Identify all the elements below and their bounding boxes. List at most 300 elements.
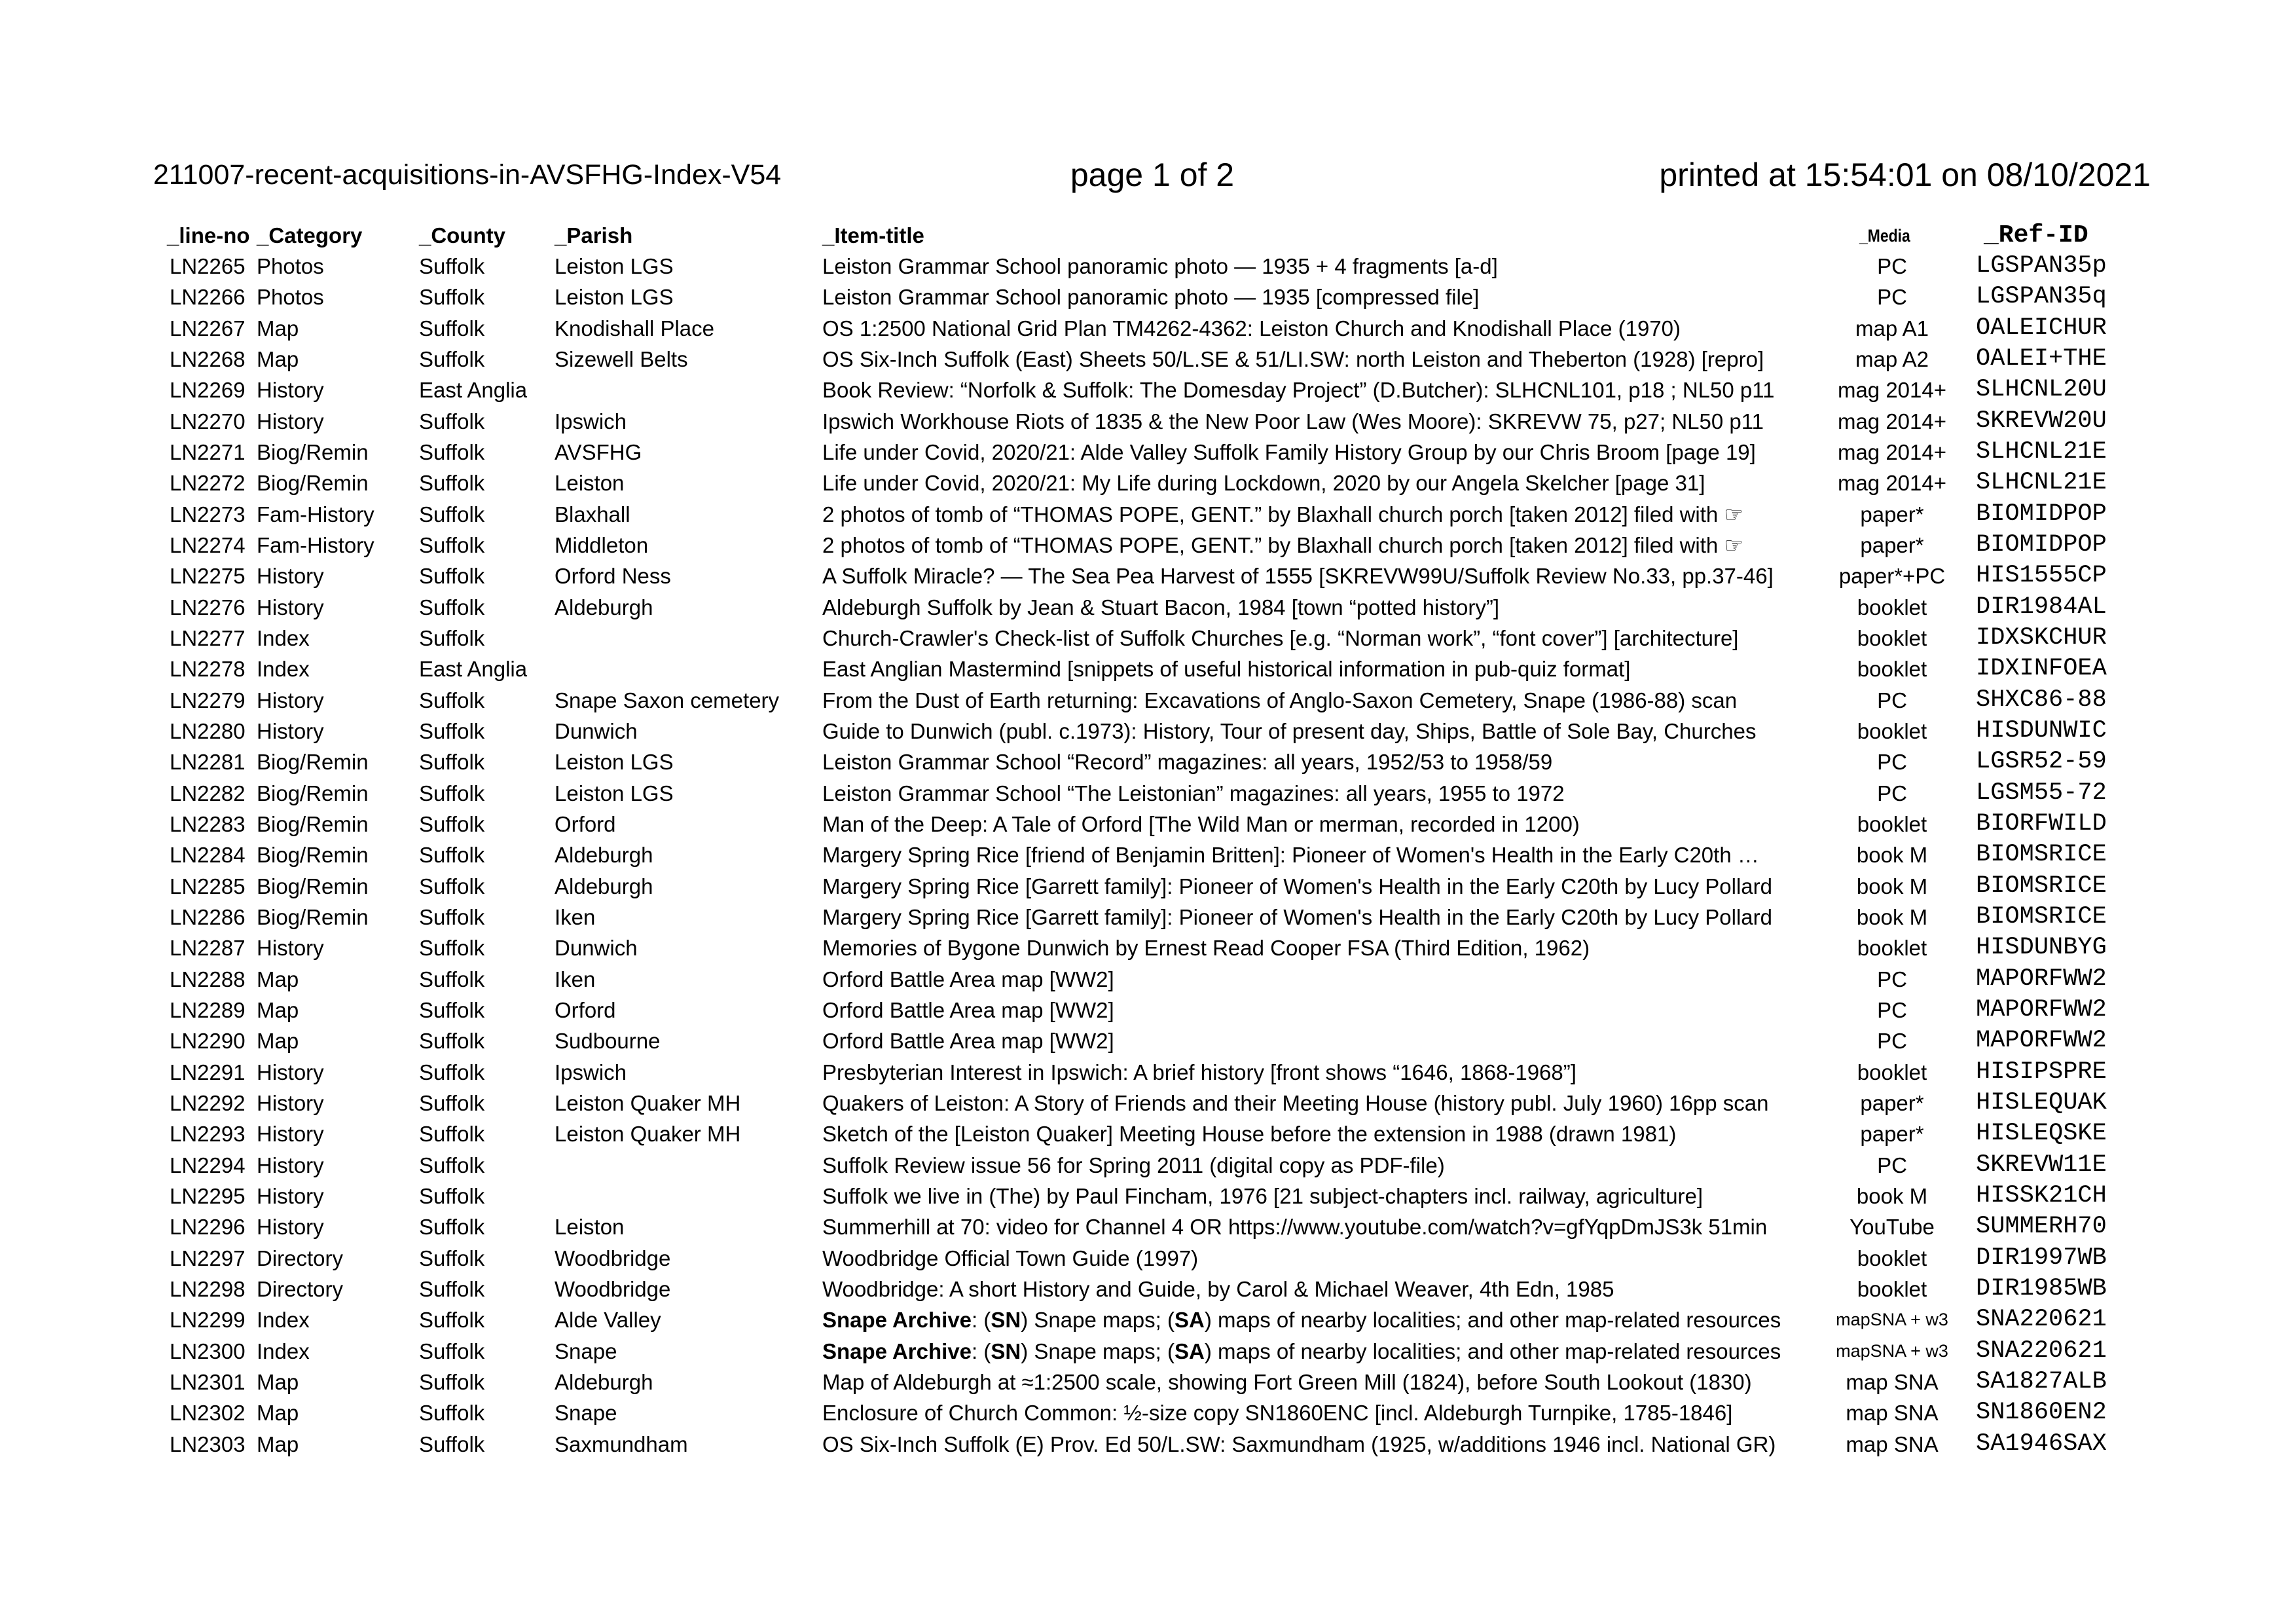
item-title: Suffolk Review issue 56 for Spring 2011 (digital copy as PDF-file) (822, 1153, 1445, 1177)
category: History (257, 1060, 324, 1084)
table-row (0, 902, 2296, 932)
table-row (0, 313, 2296, 344)
item-title: Orford Battle Area map [WW2] (822, 1029, 1114, 1054)
media-type: PC (1877, 285, 1907, 310)
table-row (0, 871, 2296, 902)
media-type: paper* (1860, 1122, 1924, 1147)
county: Suffolk (419, 502, 485, 526)
table-row (0, 840, 2296, 870)
table-row (0, 654, 2296, 684)
line-number: LN2298 (170, 1276, 246, 1301)
category: Map (257, 1401, 299, 1426)
county: Suffolk (419, 471, 485, 496)
table-row (0, 1274, 2296, 1304)
ref-id: BIORFWILD (1976, 809, 2107, 838)
table-row (0, 1367, 2296, 1397)
ref-id: LGSM55-72 (1976, 779, 2107, 807)
parish: Leiston LGS (555, 750, 674, 775)
line-number: LN2286 (170, 904, 246, 929)
col-header-item-title: _Item-title (822, 223, 924, 248)
item-title: Presbyterian Interest in Ipswich: A brief history [front shows “1646, 1868-1968”] (822, 1060, 1576, 1084)
table-row (0, 375, 2296, 405)
item-title: Book Review: “Norfolk & Suffolk: The Domesday Project” (D.Butcher): SLHCNL101, p18 ; NL50 p11 (822, 378, 1775, 403)
line-number: LN2292 (170, 1090, 246, 1115)
county: Suffolk (419, 967, 485, 991)
category: History (257, 1090, 324, 1115)
parish: Knodishall Place (555, 316, 714, 341)
parish: Orford (555, 997, 616, 1022)
media-type: mapSNA + w3 (1836, 1340, 1948, 1361)
item-title-part: SA (1175, 1308, 1205, 1333)
ref-id: DIR1984AL (1976, 593, 2107, 621)
media-type: paper*+PC (1838, 564, 1946, 589)
item-title: Map of Aldeburgh at ≈1:2500 scale, showing Fort Green Mill (1824), before South Lookout (1830) (822, 1369, 1752, 1394)
item-title: A Suffolk Miracle? — The Sea Pea Harvest of 1555 [SKREVW99U/Suffolk Review No.33, pp.37-46] (822, 564, 1774, 589)
table-row (0, 499, 2296, 530)
media-type: booklet (1857, 595, 1927, 619)
ref-id: OALEI+THE (1976, 344, 2107, 373)
item-title-part: ) Snape maps; ( (1021, 1308, 1175, 1333)
ref-id: HISIPSPRE (1976, 1058, 2107, 1086)
col-header-media: _Media (1859, 226, 1910, 246)
ref-id: SA1946SAX (1976, 1430, 2107, 1458)
item-title: Leiston Grammar School panoramic photo — 1935 [compressed file] (822, 285, 1480, 310)
ref-id: SKREVW20U (1976, 407, 2107, 435)
table-row (0, 1211, 2296, 1242)
table-row (0, 747, 2296, 777)
table-row (0, 623, 2296, 654)
line-number: LN2299 (170, 1308, 246, 1333)
table-row (0, 685, 2296, 716)
ref-id: SUMMERH70 (1976, 1213, 2107, 1241)
ref-id: IDXSKCHUR (1976, 623, 2107, 652)
county: Suffolk (419, 1246, 485, 1270)
county: Suffolk (419, 718, 485, 743)
category: Map (257, 346, 299, 371)
county: Suffolk (419, 285, 485, 310)
county: Suffolk (419, 532, 485, 557)
line-number: LN2291 (170, 1060, 246, 1084)
category: History (257, 564, 324, 589)
media-type: PC (1877, 1153, 1907, 1177)
county: Suffolk (419, 1122, 485, 1147)
line-number: LN2294 (170, 1153, 246, 1177)
category: History (257, 378, 324, 403)
media-type: paper* (1860, 532, 1924, 557)
category: History (257, 1153, 324, 1177)
line-number: LN2272 (170, 471, 246, 496)
media-type: booklet (1857, 1060, 1927, 1084)
parish: Blaxhall (555, 502, 630, 526)
category: Map (257, 1431, 299, 1456)
line-number: LN2265 (170, 254, 246, 278)
media-type: book M (1856, 843, 1928, 868)
category: Index (257, 1308, 310, 1333)
item-title-part: ) maps of nearby localities; and other map-related resources (1204, 1338, 1781, 1363)
ref-id: BIOMSRICE (1976, 902, 2107, 931)
item-title: Margery Spring Rice [Garrett family]: Pioneer of Women's Health in the Early C20th by Lucy Pollard (822, 874, 1772, 898)
media-type: mag 2014+ (1837, 471, 1947, 496)
parish: Leiston LGS (555, 285, 674, 310)
table-row (0, 251, 2296, 282)
category: History (257, 1122, 324, 1147)
county: Suffolk (419, 1029, 485, 1054)
item-title: Summerhill at 70: video for Channel 4 OR https://www.youtube.com/watch?v=gfYqpDmJS3k 51min (822, 1215, 1768, 1240)
media-type: map SNA (1846, 1401, 1939, 1426)
line-number: LN2270 (170, 409, 246, 434)
line-number: LN2279 (170, 688, 246, 712)
line-number: LN2301 (170, 1369, 246, 1394)
media-type: booklet (1857, 811, 1927, 836)
col-header-line-no: _line-no (167, 223, 250, 248)
item-title: Aldeburgh Suffolk by Jean & Stuart Bacon, 1984 [town “potted history”] (822, 595, 1500, 619)
item-title: Sketch of the [Leiston Quaker] Meeting House before the extension in 1988 (drawn 1981) (822, 1122, 1677, 1147)
county: East Anglia (419, 657, 528, 682)
media-type: book M (1856, 904, 1928, 929)
county: Suffolk (419, 1308, 485, 1333)
county: Suffolk (419, 1060, 485, 1084)
parish: Aldeburgh (555, 595, 653, 619)
category: Biog/Remin (257, 471, 369, 496)
table-row (0, 1150, 2296, 1181)
document-filename: 211007-recent-acquisitions-in-AVSFHG-Index-V54 (153, 159, 782, 191)
ref-id: BIOMIDPOP (1976, 500, 2107, 528)
table-row (0, 716, 2296, 747)
item-title (822, 1304, 1811, 1335)
parish: Aldeburgh (555, 1369, 653, 1394)
county: Suffolk (419, 564, 485, 589)
parish: Middleton (555, 532, 649, 557)
ref-id: HISLEQUAK (1976, 1088, 2107, 1116)
table-row (0, 1088, 2296, 1118)
parish: Leiston LGS (555, 254, 674, 278)
item-title: From the Dust of Earth returning: Excavations of Anglo-Saxon Cemetery, Snape (1986-88) scan (822, 688, 1738, 712)
line-number: LN2297 (170, 1246, 246, 1270)
category: History (257, 688, 324, 712)
table-row (0, 468, 2296, 498)
county: Suffolk (419, 750, 485, 775)
ref-id: LGSPAN35p (1976, 252, 2107, 280)
parish: AVSFHG (555, 439, 642, 464)
media-type: booklet (1857, 657, 1927, 682)
ref-id: OALEICHUR (1976, 314, 2107, 342)
ref-id: MAPORFWW2 (1976, 965, 2107, 993)
media-type: book M (1856, 1183, 1928, 1208)
parish: Snape Saxon cemetery (555, 688, 780, 712)
item-title: Suffolk we live in (The) by Paul Fincham, 1976 [21 subject-chapters incl. railway, agriculture] (822, 1183, 1704, 1208)
county: Suffolk (419, 1369, 485, 1394)
media-type: PC (1877, 688, 1907, 712)
line-number: LN2282 (170, 781, 246, 805)
parish: Alde Valley (555, 1308, 661, 1333)
parish: Sudbourne (555, 1029, 661, 1054)
page-number: page 1 of 2 (1070, 157, 1235, 193)
media-type: booklet (1857, 718, 1927, 743)
line-number: LN2267 (170, 316, 246, 341)
ref-id: BIOMIDPOP (1976, 530, 2107, 559)
item-title: Life under Covid, 2020/21: Alde Valley Suffolk Family History Group by our Chris Broom [page 19] (822, 439, 1756, 464)
line-number: LN2281 (170, 750, 246, 775)
line-number: LN2276 (170, 595, 246, 619)
county: Suffolk (419, 346, 485, 371)
item-title: Memories of Bygone Dunwich by Ernest Read Cooper FSA (Third Edition, 1962) (822, 936, 1590, 961)
line-number: LN2285 (170, 874, 246, 898)
county: Suffolk (419, 997, 485, 1022)
parish: Leiston LGS (555, 781, 674, 805)
line-number: LN2289 (170, 997, 246, 1022)
line-number: LN2296 (170, 1215, 246, 1240)
county: Suffolk (419, 254, 485, 278)
ref-id: SNA220621 (1976, 1337, 2107, 1365)
media-type: book M (1856, 874, 1928, 898)
media-type: mapSNA + w3 (1836, 1310, 1948, 1330)
category: Photos (257, 285, 324, 310)
parish: Ipswich (555, 409, 627, 434)
category: Directory (257, 1246, 344, 1270)
category: Map (257, 316, 299, 341)
item-title-part: SN (991, 1308, 1021, 1333)
parish: Aldeburgh (555, 843, 653, 868)
county: Suffolk (419, 843, 485, 868)
table-row (0, 778, 2296, 809)
category: Map (257, 1029, 299, 1054)
ref-id: SKREVW11E (1976, 1151, 2107, 1179)
parish: Orford Ness (555, 564, 671, 589)
item-title: Enclosure of Church Common: ½-size copy SN1860ENC [incl. Aldeburgh Turnpike, 1785-1846] (822, 1401, 1733, 1426)
item-title: Church-Crawler's Check-list of Suffolk Churches [e.g. “Norman work”, “font cover”] [architecture] (822, 625, 1739, 650)
county: Suffolk (419, 1276, 485, 1301)
item-title: OS 1:2500 National Grid Plan TM4262-4362: Leiston Church and Knodishall Place (1970) (822, 316, 1681, 341)
line-number: LN2274 (170, 532, 246, 557)
media-type: map A1 (1855, 316, 1929, 341)
table-row (0, 437, 2296, 468)
line-number: LN2280 (170, 718, 246, 743)
item-title: Woodbridge Official Town Guide (1997) (822, 1246, 1199, 1270)
table-row (0, 1025, 2296, 1056)
ref-id: HIS1555CP (1976, 562, 2107, 590)
item-title-part: : ( (972, 1338, 991, 1363)
media-type: PC (1877, 254, 1907, 278)
category: Biog/Remin (257, 439, 369, 464)
category: Fam-History (257, 502, 374, 526)
item-title-part: Snape Archive (822, 1338, 972, 1363)
item-title: East Anglian Mastermind [snippets of useful historical information in pub-quiz format] (822, 657, 1631, 682)
category: Photos (257, 254, 324, 278)
line-number: LN2283 (170, 811, 246, 836)
county: Suffolk (419, 874, 485, 898)
media-type: PC (1877, 997, 1907, 1022)
media-type: booklet (1857, 625, 1927, 650)
media-type: PC (1877, 781, 1907, 805)
item-title: Orford Battle Area map [WW2] (822, 997, 1114, 1022)
ref-id: DIR1997WB (1976, 1244, 2107, 1272)
table-row (0, 561, 2296, 591)
county: Suffolk (419, 811, 485, 836)
parish: Sizewell Belts (555, 346, 688, 371)
table-row (0, 344, 2296, 375)
table-row (0, 592, 2296, 623)
county: Suffolk (419, 904, 485, 929)
category: Biog/Remin (257, 781, 369, 805)
category: Biog/Remin (257, 904, 369, 929)
parish: Leiston (555, 471, 625, 496)
category: Index (257, 1338, 310, 1363)
item-title-part: SN (991, 1338, 1021, 1363)
table-row (0, 1429, 2296, 1460)
col-header-ref-id: _Ref-ID (1984, 221, 2088, 249)
item-title: Ipswich Workhouse Riots of 1835 & the New Poor Law (Wes Moore): SKREVW 75, p27; NL50 p11 (822, 409, 1764, 434)
parish: Woodbridge (555, 1276, 671, 1301)
parish: Woodbridge (555, 1246, 671, 1270)
category: Index (257, 657, 310, 682)
item-title: Quakers of Leiston: A Story of Friends and their Meeting House (history publ. July 1960) 16pp scan (822, 1090, 1769, 1115)
category: History (257, 1215, 324, 1240)
media-type: YouTube (1850, 1215, 1935, 1240)
county: Suffolk (419, 1431, 485, 1456)
line-number: LN2275 (170, 564, 246, 589)
parish: Leiston (555, 1215, 625, 1240)
line-number: LN2287 (170, 936, 246, 961)
table-row (0, 809, 2296, 840)
item-title: Man of the Deep: A Tale of Orford [The Wild Man or merman, recorded in 1200) (822, 811, 1580, 836)
parish: Iken (555, 967, 596, 991)
category: Fam-History (257, 532, 374, 557)
media-type: booklet (1857, 1276, 1927, 1301)
col-header-parish: _Parish (555, 223, 633, 248)
item-title-part: : ( (972, 1308, 991, 1333)
category: Biog/Remin (257, 750, 369, 775)
line-number: LN2288 (170, 967, 246, 991)
county: Suffolk (419, 625, 485, 650)
category: Index (257, 625, 310, 650)
print-timestamp: printed at 15:54:01 on 08/10/2021 (1659, 157, 2151, 193)
category: Biog/Remin (257, 843, 369, 868)
ref-id: SLHCNL21E (1976, 437, 2107, 466)
ref-id: DIR1985WB (1976, 1274, 2107, 1302)
item-title: OS Six-Inch Suffolk (East) Sheets 50/L.SE & 51/LI.SW: north Leiston and Theberton (1928) [repro] (822, 346, 1764, 371)
media-type: mag 2014+ (1837, 439, 1947, 464)
item-title: Guide to Dunwich (publ. c.1973): History, Tour of present day, Ships, Battle of Sole Bay, Churches (822, 718, 1757, 743)
category: History (257, 718, 324, 743)
county: Suffolk (419, 409, 485, 434)
table-row (0, 406, 2296, 437)
line-number: LN2277 (170, 625, 246, 650)
media-type: PC (1877, 750, 1907, 775)
line-number: LN2300 (170, 1338, 246, 1363)
parish: Snape (555, 1338, 617, 1363)
parish: Dunwich (555, 936, 638, 961)
line-number: LN2302 (170, 1401, 246, 1426)
item-title-part: Snape Archive (822, 1308, 972, 1333)
table-row (0, 282, 2296, 312)
ref-id: HISSK21CH (1976, 1181, 2107, 1209)
line-number: LN2284 (170, 843, 246, 868)
table-row (0, 1118, 2296, 1149)
item-title: Margery Spring Rice [friend of Benjamin Britten]: Pioneer of Women's Health in the Early C20th … (822, 843, 1759, 868)
item-title: Margery Spring Rice [Garrett family]: Pioneer of Women's Health in the Early C20th by Lucy Pollard (822, 904, 1772, 929)
media-type: map SNA (1846, 1369, 1939, 1394)
county: Suffolk (419, 316, 485, 341)
ref-id: MAPORFWW2 (1976, 1027, 2107, 1055)
line-number: LN2268 (170, 346, 246, 371)
parish: Iken (555, 904, 596, 929)
category: History (257, 595, 324, 619)
parish: Dunwich (555, 718, 638, 743)
county: Suffolk (419, 1215, 485, 1240)
category: History (257, 409, 324, 434)
media-type: map SNA (1846, 1431, 1939, 1456)
county: Suffolk (419, 1153, 485, 1177)
category: Map (257, 997, 299, 1022)
county: Suffolk (419, 781, 485, 805)
col-header-category: _Category (257, 223, 363, 248)
media-type: mag 2014+ (1837, 409, 1947, 434)
line-number: LN2293 (170, 1122, 246, 1147)
ref-id: BIOMSRICE (1976, 872, 2107, 900)
parish: Ipswich (555, 1060, 627, 1084)
ref-id: MAPORFWW2 (1976, 995, 2107, 1024)
county: Suffolk (419, 1090, 485, 1115)
category: Biog/Remin (257, 874, 369, 898)
ref-id: HISLEQSKE (1976, 1120, 2107, 1148)
item-title: Leiston Grammar School “The Leistonian” magazines: all years, 1955 to 1972 (822, 781, 1565, 805)
item-title: Orford Battle Area map [WW2] (822, 967, 1114, 991)
item-title: OS Six-Inch Suffolk (E) Prov. Ed 50/L.SW: Saxmundham (1925, w/additions 1946 incl. National GR) (822, 1431, 1776, 1456)
media-type: PC (1877, 1029, 1907, 1054)
line-number: LN2290 (170, 1029, 246, 1054)
county: Suffolk (419, 688, 485, 712)
table-row (0, 1397, 2296, 1428)
item-title: Leiston Grammar School panoramic photo — 1935 + 4 fragments [a-d] (822, 254, 1498, 278)
ref-id: BIOMSRICE (1976, 841, 2107, 869)
line-number: LN2271 (170, 439, 246, 464)
parish: Snape (555, 1401, 617, 1426)
line-number: LN2269 (170, 378, 246, 403)
media-type: paper* (1860, 1090, 1924, 1115)
ref-id: HISDUNWIC (1976, 716, 2107, 745)
category: History (257, 1183, 324, 1208)
media-type: booklet (1857, 936, 1927, 961)
table-row (0, 1336, 2296, 1367)
table-row (0, 932, 2296, 963)
item-title: Leiston Grammar School “Record” magazines: all years, 1952/53 to 1958/59 (822, 750, 1553, 775)
county: Suffolk (419, 1401, 485, 1426)
ref-id: SHXC86-88 (1976, 686, 2107, 714)
ref-id: SA1827ALB (1976, 1367, 2107, 1395)
table-row (0, 995, 2296, 1025)
line-number: LN2303 (170, 1431, 246, 1456)
category: Biog/Remin (257, 811, 369, 836)
table-row (0, 1181, 2296, 1211)
parish: Leiston Quaker MH (555, 1122, 741, 1147)
category: Map (257, 967, 299, 991)
ref-id: SNA220621 (1976, 1306, 2107, 1334)
parish: Saxmundham (555, 1431, 688, 1456)
ref-id: SLHCNL21E (1976, 469, 2107, 497)
ref-id: LGSR52-59 (1976, 748, 2107, 776)
item-title-part: ) maps of nearby localities; and other map-related resources (1204, 1308, 1781, 1333)
category: Directory (257, 1276, 344, 1301)
media-type: mag 2014+ (1837, 378, 1947, 403)
category: Map (257, 1369, 299, 1394)
line-number: LN2295 (170, 1183, 246, 1208)
parish: Orford (555, 811, 616, 836)
parish: Leiston Quaker MH (555, 1090, 741, 1115)
ref-id: LGSPAN35q (1976, 283, 2107, 311)
media-type: map A2 (1855, 346, 1929, 371)
ref-id: IDXINFOEA (1976, 655, 2107, 683)
item-title (822, 1336, 1811, 1367)
